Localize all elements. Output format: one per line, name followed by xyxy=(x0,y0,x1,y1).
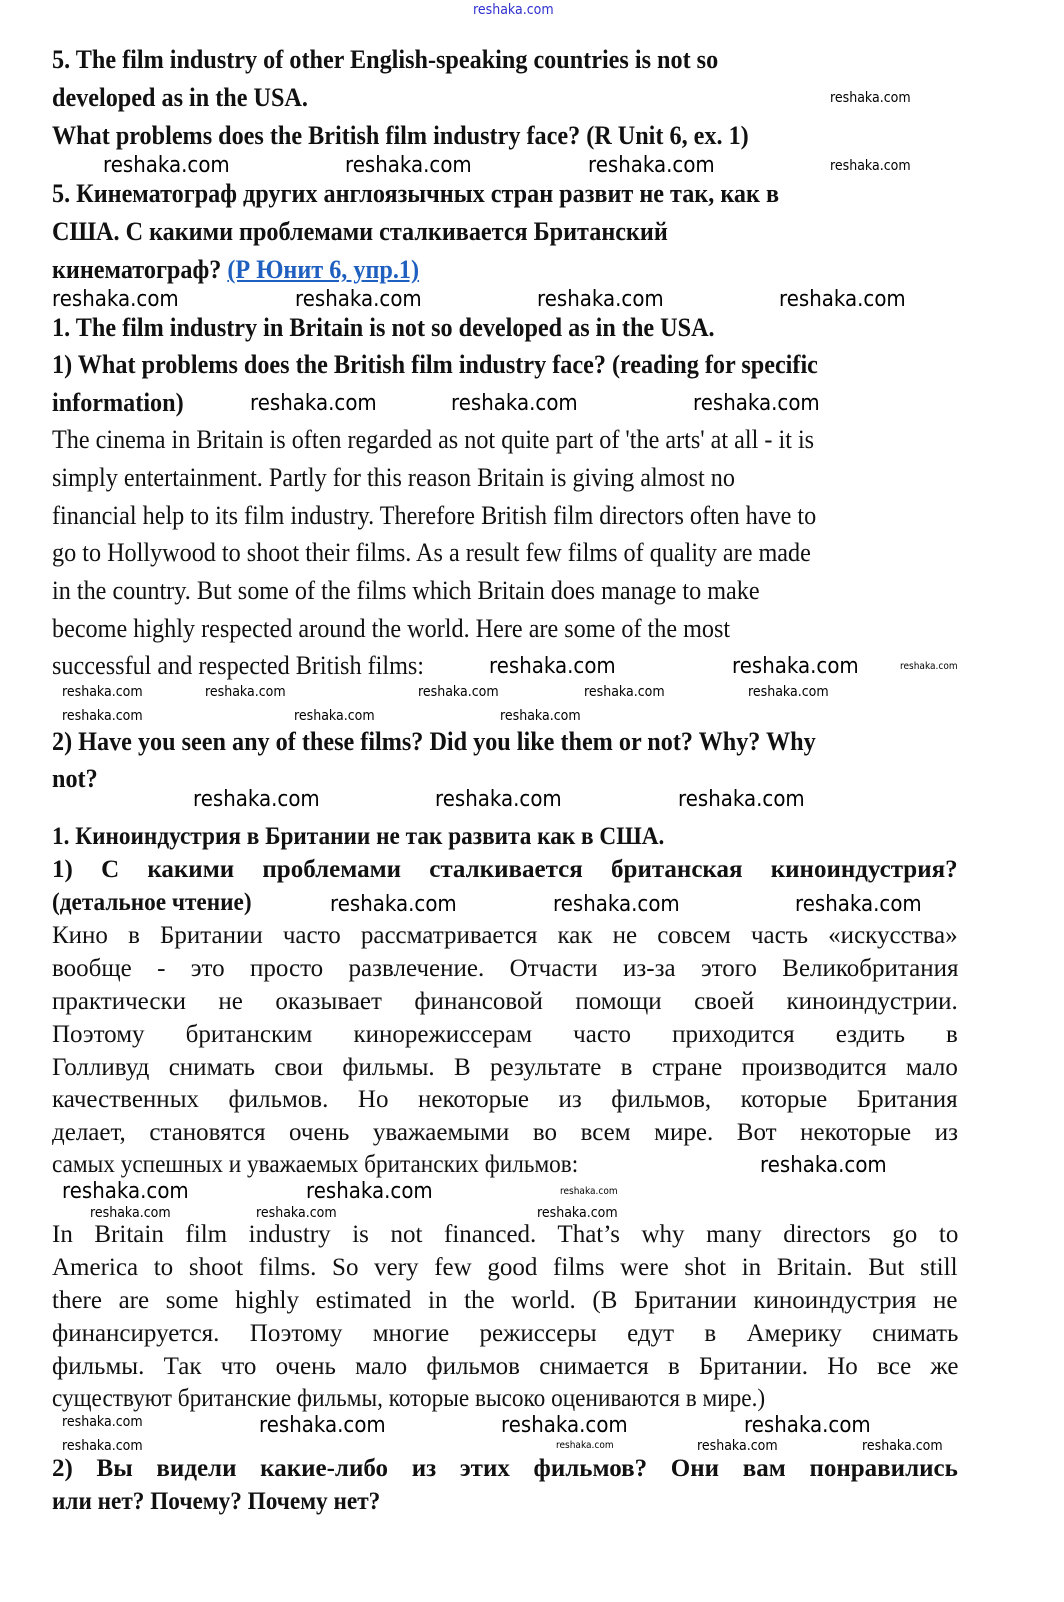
text-line xyxy=(52,463,735,493)
watermark: reshaka.com xyxy=(795,892,922,917)
line-text: simply entertainment. Partly for this reason Britain is giving almost no xyxy=(52,463,735,493)
watermark: reshaka.com xyxy=(697,1438,778,1454)
text-line xyxy=(52,1320,958,1348)
text-line xyxy=(52,889,252,917)
line-text: become highly respected around the world. Here are some of the most xyxy=(52,614,731,644)
watermark: reshaka.com xyxy=(537,287,664,312)
text-line xyxy=(52,576,760,606)
text-line xyxy=(52,1488,380,1516)
watermark: reshaka.com xyxy=(678,787,805,812)
text-line xyxy=(52,83,308,113)
line-text: go to Hollywood to shoot their films. As a result few films of quality are made xyxy=(52,538,811,568)
watermark: reshaka.com xyxy=(90,1205,171,1221)
text-line xyxy=(52,1353,958,1381)
watermark: reshaka.com xyxy=(489,654,616,679)
line-text: 2) Have you seen any of these films? Did you like them or not? Why? Why xyxy=(52,727,816,757)
watermark: reshaka.com xyxy=(205,684,286,700)
text-line xyxy=(52,313,715,343)
line-text: самых успешных и уважаемых британских фильмов: xyxy=(52,1151,579,1178)
line-text: in the country. But some of the films which Britain does manage to make xyxy=(52,576,760,606)
text-line xyxy=(52,922,958,950)
line-text: качественных фильмов. Но некоторые из фильмов, которые Британия xyxy=(52,1086,958,1113)
line-text: фильмы. Так что очень мало фильмов снимается в Британии. Но все же xyxy=(52,1353,959,1380)
watermark: reshaka.com xyxy=(584,684,665,700)
text-line xyxy=(52,538,811,568)
watermark: reshaka.com xyxy=(62,684,143,700)
watermark: reshaka.com xyxy=(250,391,377,416)
text-line xyxy=(52,856,958,884)
line-text: not? xyxy=(52,764,98,794)
line-text: делает, становятся очень уважаемыми во всем мире. Вот некоторые из xyxy=(52,1119,958,1146)
text-line xyxy=(52,1021,958,1049)
line-text: вообще - это просто развлечение. Отчасти из-за этого Великобритания xyxy=(52,955,959,982)
watermark: reshaka.com xyxy=(62,708,143,724)
watermark: reshaka.com xyxy=(862,1438,943,1454)
line-text: In Britain film industry is not financed. That’s why many directors go to xyxy=(52,1221,959,1248)
watermark: reshaka.com xyxy=(294,708,375,724)
line-text: Поэтому британским кинорежиссерам часто приходится ездить в xyxy=(52,1021,958,1048)
line-text: кинематограф? xyxy=(52,255,228,285)
watermark: reshaka.com xyxy=(830,90,911,106)
text-line xyxy=(52,388,184,418)
text-line xyxy=(52,764,98,794)
watermark: reshaka.com xyxy=(553,892,680,917)
line-text: 1) С какими проблемами сталкивается британская киноиндустрия? xyxy=(52,856,958,883)
watermark: reshaka.com xyxy=(193,787,320,812)
watermark: reshaka.com xyxy=(537,1205,618,1221)
text-line xyxy=(52,614,730,644)
watermark: reshaka.com xyxy=(435,787,562,812)
text-line xyxy=(52,121,749,151)
text-line xyxy=(52,1221,958,1249)
line-text: (детальное чтение) xyxy=(52,889,252,916)
watermark: reshaka.com xyxy=(295,287,422,312)
watermark: reshaka.com xyxy=(62,1179,189,1204)
line-text: developed as in the USA. xyxy=(52,83,308,113)
watermark: reshaka.com xyxy=(306,1179,433,1204)
line-text: information) xyxy=(52,388,184,418)
line-text: 1) What problems does the British film industry face? (reading for specific xyxy=(52,350,818,380)
text-line xyxy=(52,1254,958,1282)
line-text: 1. The film industry in Britain is not so developed as in the USA. xyxy=(52,313,715,343)
watermark: reshaka.com xyxy=(693,391,820,416)
line-text: Голливуд снимать свои фильмы. В результате в стране производится мало xyxy=(52,1054,958,1081)
text-line xyxy=(52,1054,958,1082)
text-line xyxy=(52,255,419,285)
watermark: reshaka.com xyxy=(62,1414,143,1430)
line-text: 1. Киноиндустрия в Британии не так развита как в США. xyxy=(52,823,665,850)
watermark: reshaka.com xyxy=(103,153,230,178)
text-line xyxy=(52,425,814,455)
text-line xyxy=(52,1455,958,1483)
watermark: reshaka.com xyxy=(556,1440,614,1451)
line-text: Кино в Британии часто рассматривается как не совсем часть «искусства» xyxy=(52,922,958,949)
text-line xyxy=(52,651,424,681)
watermark: reshaka.com xyxy=(473,2,554,18)
line-text: или нет? Почему? Почему нет? xyxy=(52,1488,381,1515)
watermark: reshaka.com xyxy=(744,1413,871,1438)
watermark: reshaka.com xyxy=(588,153,715,178)
watermark: reshaka.com xyxy=(560,1186,618,1197)
text-line xyxy=(52,823,664,851)
line-text: 2) Вы видели какие-либо из этих фильмов? Они вам понравились xyxy=(52,1455,958,1482)
reference-link[interactable]: (Р Юнит 6, упр.1) xyxy=(227,255,420,285)
text-line xyxy=(52,1287,958,1315)
watermark: reshaka.com xyxy=(760,1153,887,1178)
text-line xyxy=(52,179,779,209)
text-line xyxy=(52,217,668,247)
text-line xyxy=(52,45,718,75)
watermark: reshaka.com xyxy=(500,708,581,724)
watermark: reshaka.com xyxy=(748,684,829,700)
watermark: reshaka.com xyxy=(418,684,499,700)
text-line xyxy=(52,1385,765,1413)
watermark: reshaka.com xyxy=(259,1413,386,1438)
text-line xyxy=(52,727,816,757)
text-line xyxy=(52,501,816,531)
watermark: reshaka.com xyxy=(52,287,179,312)
line-text: there are some highly estimated in the world. (В Британии киноиндустрия не xyxy=(52,1287,958,1314)
line-text: США. С какими проблемами сталкивается Британский xyxy=(52,217,668,247)
line-text: практически не оказывает финансовой помощи своей киноиндустрии. xyxy=(52,988,958,1015)
text-line xyxy=(52,988,958,1016)
line-text: 5. Кинематограф других англоязычных стран развит не так, как в xyxy=(52,179,780,209)
line-text: существуют британские фильмы, которые высоко оцениваются в мире.) xyxy=(52,1385,766,1412)
text-line xyxy=(52,955,958,983)
line-text: successful and respected British films: xyxy=(52,651,425,681)
line-text: The cinema in Britain is often regarded as not quite part of 'the arts' at all - it is xyxy=(52,425,815,455)
watermark: reshaka.com xyxy=(830,158,911,174)
watermark: reshaka.com xyxy=(501,1413,628,1438)
watermark: reshaka.com xyxy=(451,391,578,416)
watermark: reshaka.com xyxy=(345,153,472,178)
line-text: финансируется. Поэтому многие режиссеры едут в Америку снимать xyxy=(52,1320,959,1347)
watermark: reshaka.com xyxy=(900,661,958,672)
text-line xyxy=(52,1119,958,1147)
watermark: reshaka.com xyxy=(779,287,906,312)
watermark: reshaka.com xyxy=(330,892,457,917)
line-text: America to shoot films. So very few good films were shot in Britain. But still xyxy=(52,1254,958,1281)
watermark: reshaka.com xyxy=(62,1438,143,1454)
text-line xyxy=(52,1086,958,1114)
watermark: reshaka.com xyxy=(256,1205,337,1221)
text-line xyxy=(52,350,818,380)
line-text: What problems does the British film industry face? (R Unit 6, ex. 1) xyxy=(52,121,749,151)
watermark: reshaka.com xyxy=(732,654,859,679)
line-text: financial help to its film industry. Therefore British film directors often have to xyxy=(52,501,817,531)
text-line xyxy=(52,1151,578,1179)
line-text: 5. The film industry of other English-speaking countries is not so xyxy=(52,45,719,75)
